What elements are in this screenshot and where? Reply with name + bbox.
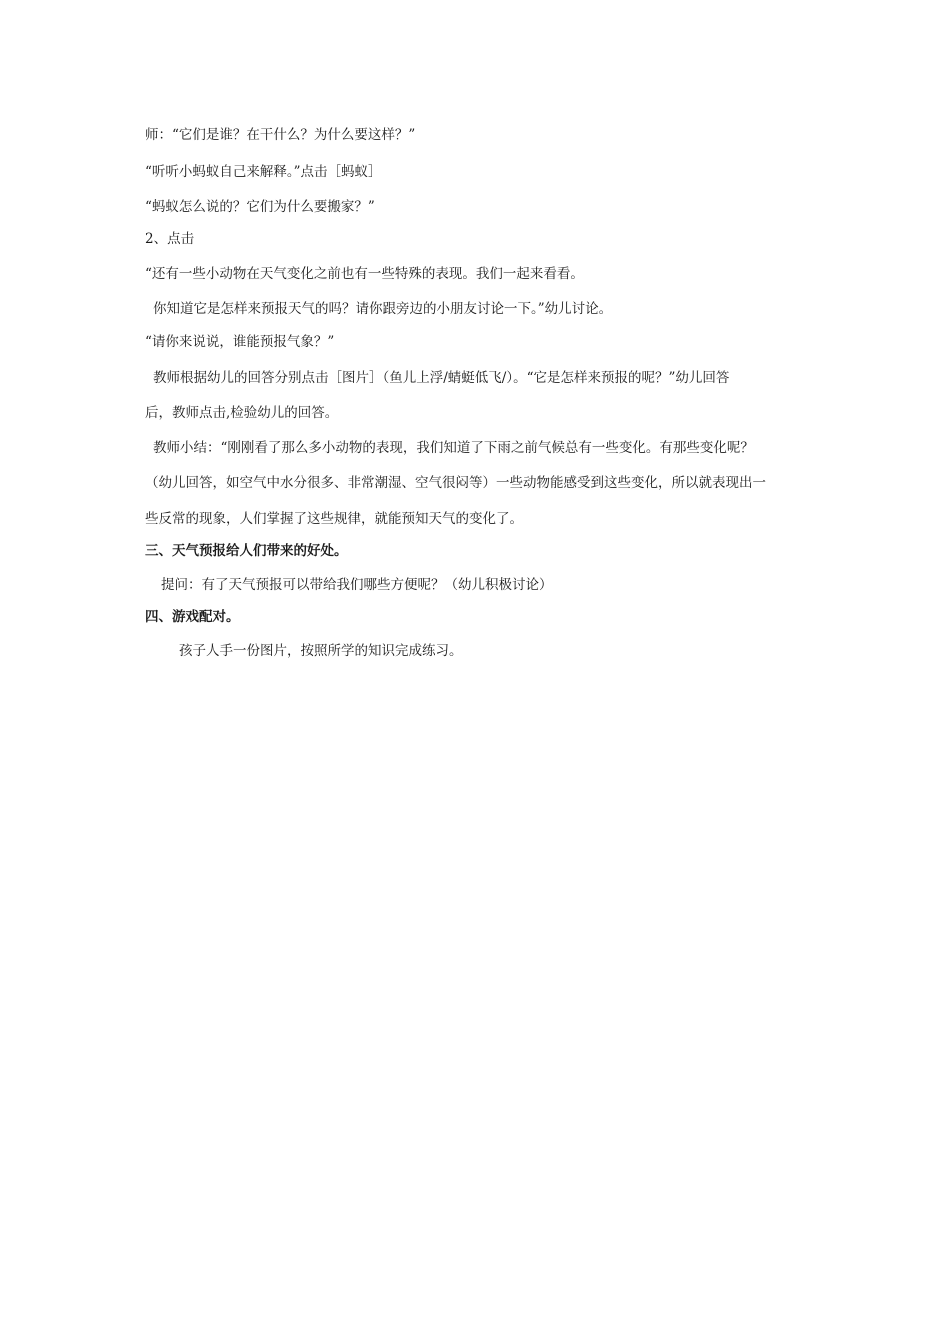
text-line: 2、点击 bbox=[145, 231, 195, 247]
text-line: 孩子人手一份图片，按照所学的知识完成练习。 bbox=[179, 643, 463, 659]
text-line: 教师根据幼儿的回答分别点击［图片］（鱼儿上浮/蜻蜓低飞/）。“它是怎样来预报的呢？”幼儿回答 bbox=[153, 370, 730, 386]
section-heading: 三、天气预报给人们带来的好处。 bbox=[145, 543, 348, 559]
text-line: 教师小结：“刚刚看了那么多小动物的表现，我们知道了下雨之前气候总有一些变化。有那些变化呢？ bbox=[153, 440, 754, 456]
section-heading: 四、游戏配对。 bbox=[145, 609, 240, 625]
text-line: 你知道它是怎样来预报天气的吗？请你跟旁边的小朋友讨论一下。”幼儿讨论。 bbox=[153, 301, 613, 317]
text-line: 提问：有了天气预报可以带给我们哪些方便呢？（幼儿积极讨论） bbox=[161, 577, 553, 593]
text-line: 师：“它们是谁？在干什么？为什么要这样？” bbox=[145, 127, 416, 143]
text-line: “听听小蚂蚁自己来解释。”点击［蚂蚁］ bbox=[145, 164, 382, 180]
text-line: （幼儿回答，如空气中水分很多、非常潮湿、空气很闷等）一些动物能感受到这些变化，所以就表现出一 bbox=[145, 475, 766, 491]
text-line: “还有一些小动物在天气变化之前也有一些特殊的表现。我们一起来看看。 bbox=[145, 266, 584, 282]
text-line: 后，教师点击,检验幼儿的回答。 bbox=[145, 405, 339, 421]
text-line: 些反常的现象，人们掌握了这些规律，就能预知天气的变化了。 bbox=[145, 511, 523, 527]
text-line: “蚂蚁怎么说的？它们为什么要搬家？” bbox=[145, 199, 375, 215]
text-line: “请你来说说，谁能预报气象？” bbox=[145, 334, 335, 350]
